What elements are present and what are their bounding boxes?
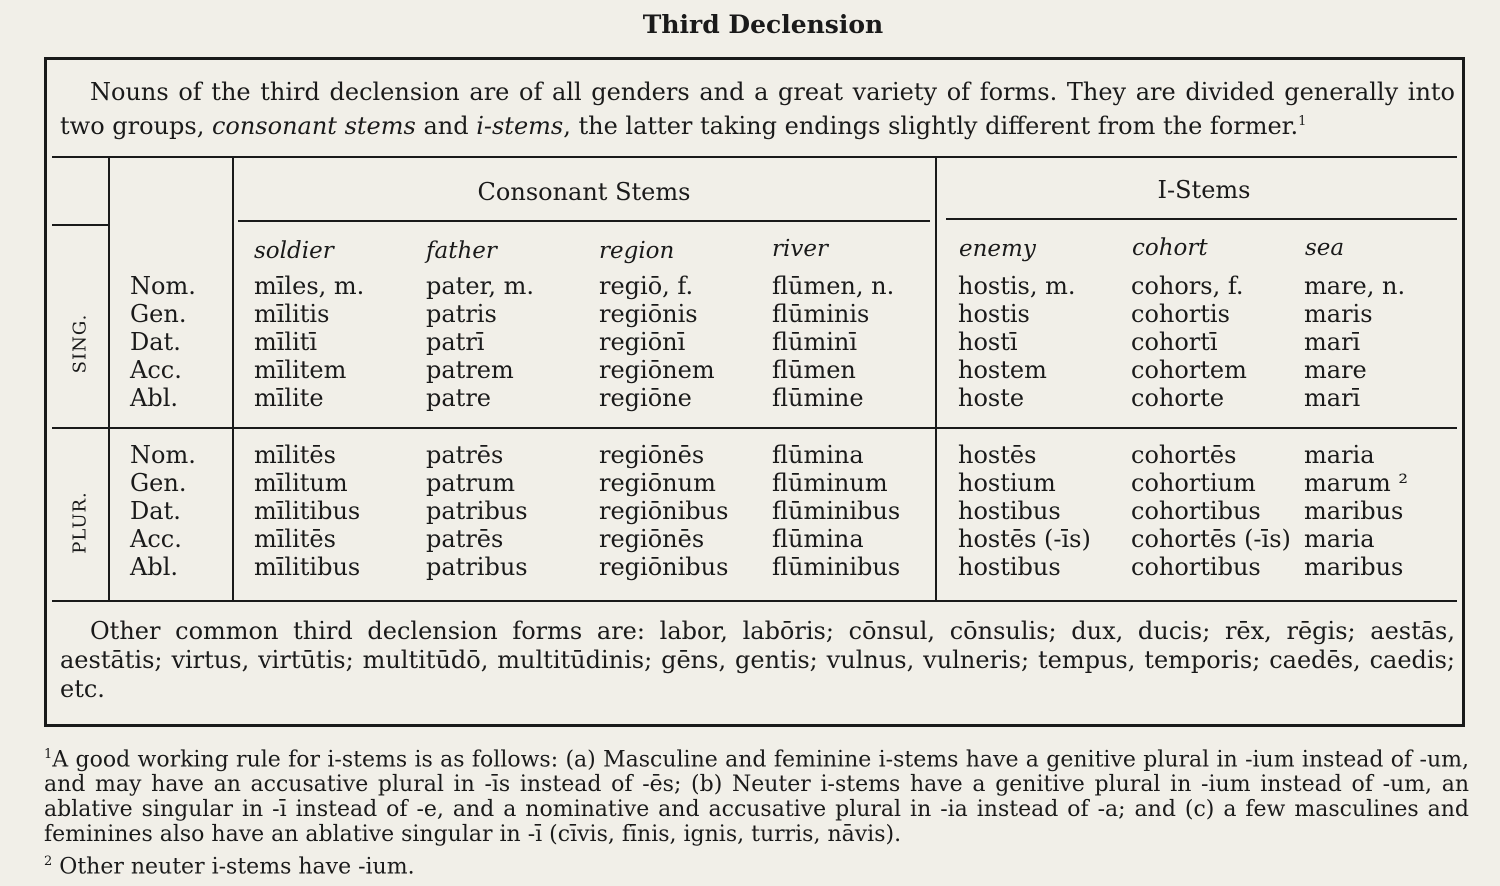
meaning-cohort: cohort: [1132, 235, 1208, 261]
intro-paragraph: [60, 78, 1455, 141]
other-forms-paragraph: [60, 617, 1455, 704]
noun-form-soldier-plur: mīlitum: [254, 469, 348, 497]
noun-form-father-sing: patris: [426, 300, 497, 328]
noun-form-river-sing: flūmen, n.: [772, 272, 895, 300]
case-label: Gen.: [130, 469, 187, 497]
noun-form-sea-plur: maria: [1304, 441, 1375, 469]
noun-form-father-plur: patribus: [426, 497, 528, 525]
case-label: Abl.: [130, 384, 178, 412]
noun-form-soldier-plur: mīlitēs: [254, 441, 336, 469]
footnote-1-mark: 1: [44, 747, 53, 762]
noun-form-soldier-sing: mīlite: [254, 384, 324, 412]
noun-form-sea-sing: marī: [1304, 384, 1361, 412]
noun-form-region-sing: regiōnis: [599, 300, 698, 328]
noun-form-father-plur: patribus: [426, 553, 528, 581]
intro-text-2: , the latter taking endings slightly different from the former.: [563, 112, 1299, 140]
case-column-rule: [232, 158, 234, 601]
noun-form-region-plur: regiōnibus: [599, 553, 729, 581]
noun-form-enemy-plur: hostium: [958, 469, 1056, 497]
noun-form-soldier-sing: mīlitis: [254, 300, 330, 328]
noun-form-soldier-sing: mīles, m.: [254, 272, 365, 300]
noun-form-father-sing: pater, m.: [426, 272, 534, 300]
case-label: Abl.: [130, 553, 178, 581]
noun-form-sea-plur: maribus: [1304, 553, 1404, 581]
i-stems-heading: I-Stems: [1157, 176, 1251, 204]
noun-form-cohort-sing: cohors, f.: [1131, 272, 1244, 300]
side-column-rule: [108, 158, 110, 601]
footnote-2-text: Other neuter i-stems have -ium.: [59, 854, 415, 880]
noun-form-region-sing: regiō, f.: [599, 272, 694, 300]
noun-form-cohort-plur: cohortium: [1131, 469, 1256, 497]
noun-form-river-sing: flūminis: [772, 300, 870, 328]
noun-form-father-plur: patrēs: [426, 441, 504, 469]
noun-form-father-plur: patrum: [426, 469, 516, 497]
noun-form-cohort-sing: cohortem: [1131, 356, 1247, 384]
meaning-river: river: [772, 236, 828, 262]
noun-form-region-sing: regiōne: [599, 384, 692, 412]
noun-form-sea-sing: marī: [1304, 328, 1361, 356]
meaning-region: region: [599, 238, 675, 264]
noun-form-cohort-sing: cohortis: [1131, 300, 1230, 328]
noun-form-region-sing: regiōnem: [599, 356, 715, 384]
noun-form-sea-plur: maribus: [1304, 497, 1404, 525]
noun-form-enemy-sing: hostem: [958, 356, 1047, 384]
noun-form-father-plur: patrēs: [426, 525, 504, 553]
meaning-sea: sea: [1305, 235, 1345, 261]
case-label: Nom.: [130, 272, 196, 300]
plural-label: PLUR.: [69, 491, 91, 554]
case-label: Acc.: [130, 525, 182, 553]
footnote-1: [44, 742, 1469, 847]
noun-form-soldier-plur: mīlitibus: [254, 497, 361, 525]
footnotes: [44, 742, 1469, 880]
noun-form-enemy-sing: hostis, m.: [958, 272, 1076, 300]
noun-form-cohort-plur: cohortēs (-īs): [1131, 525, 1291, 553]
footnote-1-text: A good working rule for i-stems is as follows: (a) Masculine and feminine i-stems have a genitive plural in -ium instead of -um, and may have an accusative plural in -īs instead of -ēs; (b) Neuter i-stems have a genitive plural in -ium instead of -um, an ablative singular in -ī instead of -e, and a nominative and accusative plural in -ia instead of -a; and (c) a few masculines and feminines also have an ablative singular in -ī (cīvis, fīnis, ignis, turris, nāvis).: [44, 747, 1469, 848]
noun-form-region-plur: regiōnum: [599, 469, 716, 497]
footnote-ref-1: 1: [1298, 114, 1307, 129]
noun-form-river-plur: flūmina: [772, 525, 864, 553]
noun-form-sea-sing: maris: [1304, 300, 1373, 328]
noun-form-river-sing: flūmen: [772, 356, 856, 384]
noun-form-region-plur: regiōnibus: [599, 497, 729, 525]
noun-form-father-sing: patrem: [426, 356, 514, 384]
noun-form-river-plur: flūminum: [772, 469, 888, 497]
intro-text-1: Nouns of the third declension are of all genders and a great variety of forms. They are divided generally into two groups,: [60, 78, 1455, 140]
noun-form-enemy-sing: hostī: [958, 328, 1018, 356]
case-label: Gen.: [130, 300, 187, 328]
noun-form-father-sing: patrī: [426, 328, 485, 356]
sing-plur-divider: [52, 427, 1457, 429]
noun-form-soldier-sing: mīlitī: [254, 328, 318, 356]
noun-form-cohort-sing: cohorte: [1131, 384, 1225, 412]
noun-form-soldier-sing: mīlitem: [254, 356, 347, 384]
case-label: Acc.: [130, 356, 182, 384]
singular-label: SING.: [69, 313, 91, 374]
case-label: Dat.: [130, 497, 181, 525]
case-label: Nom.: [130, 441, 196, 469]
noun-form-enemy-plur: hostibus: [958, 497, 1061, 525]
noun-form-cohort-plur: cohortibus: [1131, 497, 1261, 525]
noun-form-sea-plur: marum ²: [1304, 469, 1409, 497]
table-bottom-rule: [52, 600, 1457, 602]
noun-form-river-plur: flūmina: [772, 441, 864, 469]
noun-form-region-sing: regiōnī: [599, 328, 686, 356]
noun-form-soldier-plur: mīlitibus: [254, 553, 361, 581]
table-top-rule: [52, 156, 1457, 158]
noun-form-river-plur: flūminibus: [772, 497, 901, 525]
side-header-rule: [52, 224, 108, 226]
other-forms-text: Other common third declension forms are: labor, labōris; cōnsul, cōnsulis; dux, ducis; rēx, rēgis; aestās, aestātis; virtus, virtūtis; multitūdō, multitūdinis; gēns, gentis; vulnus, vulneris; tempus, temporis; caedēs, caedis; etc.: [60, 617, 1455, 703]
meaning-soldier: soldier: [254, 238, 334, 264]
noun-form-enemy-sing: hostis: [958, 300, 1030, 328]
case-label: Dat.: [130, 328, 181, 356]
noun-form-cohort-plur: cohortibus: [1131, 553, 1261, 581]
noun-form-river-sing: flūminī: [772, 328, 858, 356]
noun-form-soldier-plur: mīlitēs: [254, 525, 336, 553]
intro-and: and: [415, 112, 477, 140]
group-divider-rule: [935, 158, 937, 601]
group-underline-consonant: [238, 220, 930, 222]
noun-form-river-sing: flūmine: [772, 384, 864, 412]
intro-i-stems: i-stems: [476, 112, 564, 140]
noun-form-sea-sing: mare: [1304, 356, 1367, 384]
group-underline-istem: [946, 218, 1457, 220]
noun-form-enemy-plur: hostēs: [958, 441, 1037, 469]
page-title: Third Declension: [642, 10, 884, 39]
meaning-father: father: [426, 238, 497, 264]
noun-form-enemy-sing: hoste: [958, 384, 1025, 412]
meaning-enemy: enemy: [959, 236, 1036, 262]
noun-form-region-plur: regiōnēs: [599, 525, 705, 553]
footnote-2: [44, 849, 1469, 879]
noun-form-sea-sing: mare, n.: [1304, 272, 1406, 300]
noun-form-enemy-plur: hostēs (-īs): [958, 525, 1091, 553]
noun-form-sea-plur: maria: [1304, 525, 1375, 553]
noun-form-river-plur: flūminibus: [772, 553, 901, 581]
noun-form-enemy-plur: hostibus: [958, 553, 1061, 581]
noun-form-region-plur: regiōnēs: [599, 441, 705, 469]
footnote-2-mark: 2: [44, 854, 53, 870]
noun-form-cohort-sing: cohortī: [1131, 328, 1218, 356]
consonant-stems-heading: Consonant Stems: [477, 178, 691, 206]
noun-form-father-sing: patre: [426, 384, 491, 412]
intro-consonant-stems: consonant stems: [211, 112, 416, 140]
noun-form-cohort-plur: cohortēs: [1131, 441, 1237, 469]
